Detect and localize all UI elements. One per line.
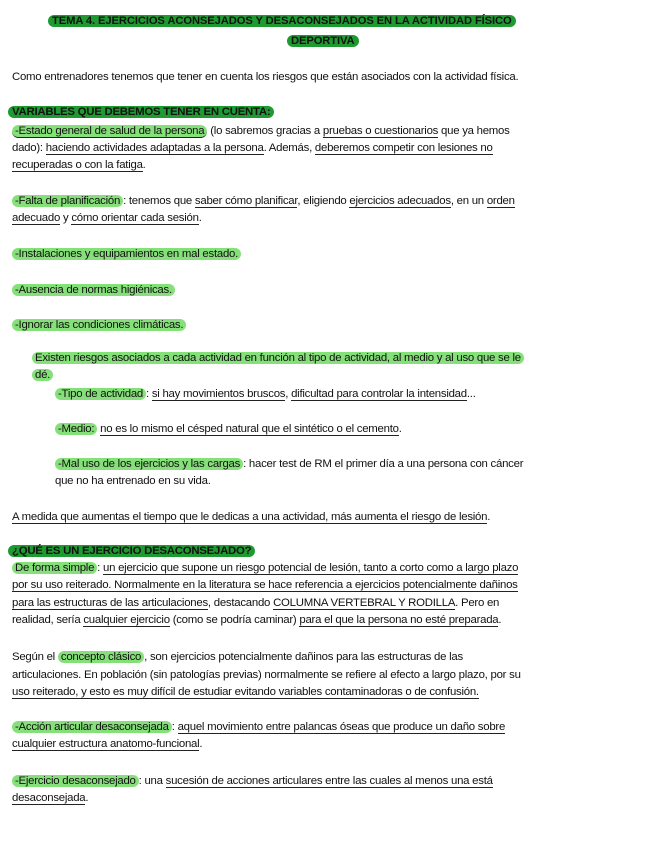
segun-text-1: Según el — [12, 651, 58, 663]
accion-line-1 — [12, 720, 505, 734]
forma-text-5: (como se podría caminar) — [169, 614, 300, 626]
estado-line-2 — [12, 141, 493, 155]
segun-text-2: , son ejercicios potencialmente dañinos para las estructuras de las — [144, 651, 463, 663]
accion-underline-1: aquel movimiento entre palancas óseas que produce un daño sobre — [177, 721, 506, 733]
medida-underline-1: A medida que aumentas el tiempo que le dedicas a una actividad, — [12, 511, 331, 523]
ejercicio-term: -Ejercicio desaconsejado — [12, 775, 139, 787]
segun-line-1 — [12, 650, 463, 664]
ausencia-text: -Ausencia de normas higiénicas. — [12, 284, 175, 296]
title-line-1-text: TEMA 4. EJERCICIOS ACONSEJADOS Y DESACONSEJADOS EN LA ACTIVIDAD FÍSICO — [48, 15, 516, 27]
ausencia-item — [12, 283, 175, 297]
tipo-underline-2: dificultad para controlar la intensidad — [291, 388, 467, 400]
forma-text-1: : — [97, 562, 104, 574]
que-es-heading — [8, 544, 255, 558]
forma-underline-5: cualquier ejercicio — [83, 614, 170, 626]
falta-text-1: : tenemos que — [123, 195, 195, 207]
forma-term: De forma simple — [12, 562, 97, 574]
medida-paragraph — [12, 510, 490, 524]
instalaciones-item — [12, 247, 241, 261]
forma-line-4 — [12, 613, 501, 627]
medio-term: -Medio: — [55, 423, 97, 435]
medio-underline: no es lo mismo el césped natural que el sintético o el cemento — [100, 423, 399, 435]
medida-text: . — [487, 511, 491, 523]
falta-underline-1: saber cómo planificar — [194, 195, 298, 207]
medio-text-2: . — [398, 423, 402, 435]
riesgos-line-2 — [32, 368, 53, 382]
estado-line-1 — [12, 124, 510, 138]
tipo-text-1: : — [145, 388, 152, 400]
estado-text-1: (lo sabremos gracias a — [207, 125, 323, 137]
segun-underline: uso reiterado, y esto es muy difícil de estudiar evitando variables contaminadoras o de confusión. — [12, 686, 479, 698]
forma-line-3 — [12, 596, 499, 610]
accion-text-2: . — [199, 738, 203, 750]
estado-line-3 — [12, 158, 146, 172]
tipo-text-3: ... — [466, 388, 476, 400]
tipo-term: -Tipo de actividad — [55, 388, 146, 400]
maluso-line-1 — [55, 457, 523, 471]
forma-text-6: . — [498, 614, 502, 626]
falta-text-2: , eligiendo — [297, 195, 350, 207]
estado-text-5: . — [142, 159, 146, 171]
variables-heading — [8, 105, 274, 119]
estado-underline-2: haciendo actividades adaptadas a la persona — [45, 142, 264, 154]
variables-heading-text: VARIABLES QUE DEBEMOS TENER EN CUENTA: — [8, 106, 274, 118]
estado-term: -Estado general de salud de la persona — [12, 125, 207, 138]
title-line-2-text: DEPORTIVA — [287, 35, 359, 47]
medio-item — [55, 422, 402, 436]
forma-underline-2: por su uso reiterado. Normalmente en la literatura se hace referencia a ejercicios potencialmente dañinos — [12, 579, 518, 591]
tipo-underline-1: si hay movimientos bruscos — [151, 388, 286, 400]
forma-line-2 — [12, 578, 518, 592]
forma-underline-4: COLUMNA VERTEBRAL Y RODILLA — [273, 597, 456, 609]
ignorar-item — [12, 318, 186, 332]
estado-text-3: dado): — [12, 142, 46, 154]
accion-term: -Acción articular desaconsejada — [12, 721, 172, 733]
forma-line-1 — [12, 561, 518, 575]
falta-line-2 — [12, 211, 202, 225]
title-line-2 — [287, 34, 359, 48]
tipo-item — [55, 387, 476, 401]
accion-line-2 — [12, 737, 202, 751]
forma-underline-1: un ejercicio que supone un riesgo potencial de lesión, tanto a corto como a largo plazo — [103, 562, 519, 574]
falta-underline-2: ejercicios adecuados — [349, 195, 451, 207]
accion-underline-2: cualquier estructura anatomo-funcional — [12, 738, 200, 750]
title-line-1 — [48, 14, 516, 28]
segun-line-3 — [12, 685, 479, 699]
tipo-text-2: , — [285, 388, 292, 400]
falta-underline-3: orden — [486, 195, 515, 207]
ejercicio-line-1 — [12, 774, 493, 788]
instalaciones-text: -Instalaciones y equipamientos en mal estado. — [12, 248, 241, 260]
estado-text-2: que ya hemos — [438, 125, 510, 137]
falta-line-1 — [12, 194, 515, 208]
forma-text-4: realidad, sería — [12, 614, 84, 626]
maluso-term: -Mal uso de los ejercicios y las cargas — [55, 458, 243, 470]
medida-underline-2: más aumenta el riesgo de lesión — [330, 511, 488, 523]
riesgos-text-1: Existen riesgos asociados a cada actividad en función al tipo de actividad, al medio y al uso que se le — [32, 352, 524, 364]
accion-text-1: : — [171, 721, 178, 733]
maluso-text-1: : hacer test de RM el primer día a una persona con cáncer — [243, 458, 524, 470]
forma-text-3: . Pero en — [455, 597, 500, 609]
ejercicio-underline-2: desaconsejada — [12, 792, 86, 804]
estado-underline-4: recuperadas o con la fatiga — [12, 159, 143, 171]
ejercicio-text-1: : una — [138, 775, 166, 787]
segun-line-2: articulaciones. En población (sin patologías previas) normalmente se refiere al efecto a largo plazo, por su — [12, 669, 521, 681]
intro-paragraph: Como entrenadores tenemos que tener en cuenta los riesgos que están asociados con la actividad física. — [12, 71, 519, 83]
que-es-heading-text: ¿QUÉ ES UN EJERCICIO DESACONSEJADO? — [8, 545, 255, 557]
riesgos-text-2: dé. — [32, 369, 53, 381]
forma-underline-6: para el que la persona no esté preparada — [299, 614, 499, 626]
forma-text-2: , destacando — [207, 597, 274, 609]
maluso-line-2: que no ha entrenado en su vida. — [55, 475, 211, 487]
falta-underline-4: adecuado — [12, 212, 61, 224]
riesgos-line-1 — [32, 351, 524, 365]
estado-underline-3: deberemos competir con lesiones no — [314, 142, 493, 154]
ejercicio-text-2: . — [85, 792, 89, 804]
ejercicio-underline-1: sucesión de acciones articulares entre las cuales al menos una está — [165, 775, 493, 787]
ignorar-text: -Ignorar las condiciones climáticas. — [12, 319, 186, 331]
falta-text-3: , en un — [450, 195, 487, 207]
falta-text-4: y — [60, 212, 72, 224]
estado-underline-1: pruebas o cuestionarios — [322, 125, 439, 137]
falta-underline-5: cómo orientar cada sesión — [71, 212, 199, 224]
estado-text-4: . Además, — [263, 142, 315, 154]
falta-term: -Falta de planificación — [12, 195, 123, 207]
falta-text-5: . — [198, 212, 202, 224]
ejercicio-line-2 — [12, 791, 88, 805]
segun-term: concepto clásico — [58, 651, 144, 663]
forma-underline-3: para las estructuras de las articulaciones — [12, 597, 208, 609]
